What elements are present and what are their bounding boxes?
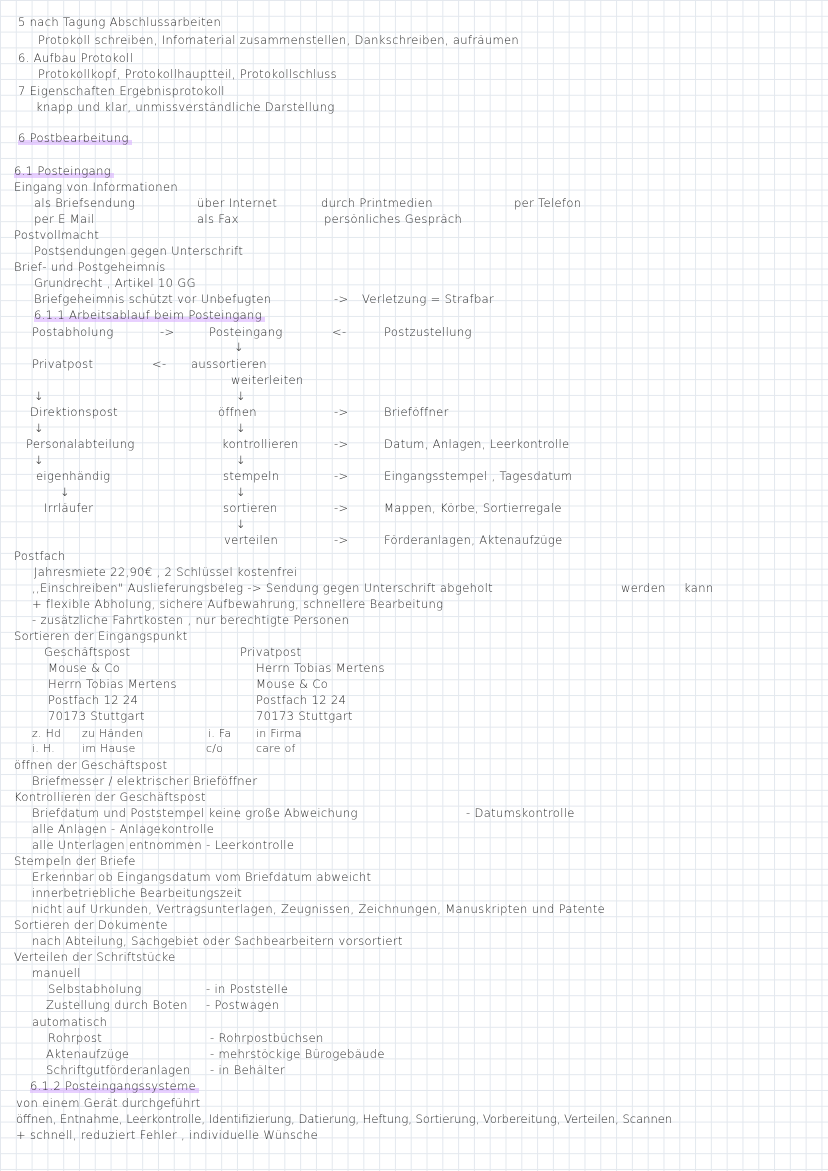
flow-node: Postabholung <box>32 325 114 339</box>
note-line: automatisch <box>32 1015 108 1029</box>
note-line: als Briefsendung <box>34 196 136 210</box>
heading-text: 6.1 Posteingang <box>14 164 114 178</box>
note-line: knapp und klar, unmissverständliche Darstellung <box>36 100 335 114</box>
flow-node: Eingangsstempel , Tagesdatum <box>384 469 573 483</box>
note-line: Brief- und Postgeheimnis <box>14 260 166 274</box>
note-line: 7 Eigenschaften Ergebnisprotokoll <box>18 84 225 98</box>
abbreviation: z. Hd <box>32 727 62 740</box>
note-line: per E Mail <box>34 212 95 226</box>
note-line: Grundrecht , Artikel 10 GG <box>34 276 196 290</box>
down-arrow: ↓ <box>236 485 246 499</box>
note-line: als Fax <box>197 212 239 226</box>
down-arrow: ↓ <box>34 421 44 435</box>
note-line: Sortieren der Dokumente <box>14 918 168 932</box>
down-arrow: ↓ <box>236 421 246 435</box>
note-line: über Internet <box>197 196 278 210</box>
arrow: <- <box>332 325 347 339</box>
note-line: Zustellung durch Boten <box>46 998 188 1012</box>
note-line: Verletzung = Strafbar <box>362 292 495 306</box>
subsection-heading <box>14 164 114 178</box>
flow-node: aussortieren <box>191 357 267 371</box>
note-line: Schriftgutförderanlagen <box>46 1063 191 1077</box>
flow-node: Mappen, Körbe, Sortierregale <box>384 501 562 515</box>
note-line: + schnell, reduziert Fehler , individuelle Wünsche <box>16 1128 319 1142</box>
down-arrow: ↓ <box>236 517 246 531</box>
note-line: manuell <box>32 966 81 980</box>
note-line: - Postwagen <box>206 998 280 1012</box>
note-line: Jahresmiete 22,90€ , 2 Schlüssel kostenfrei <box>34 565 298 579</box>
address-line: Mouse & Co <box>256 677 329 691</box>
note-line: Geschäftspost <box>44 645 131 659</box>
address-line: Postfach 12 24 <box>256 693 347 707</box>
flow-node: weiterleiten <box>231 373 304 387</box>
note-line: Stempeln der Briefe <box>14 854 136 868</box>
abbreviation: c/o <box>206 742 224 755</box>
subsection-heading <box>30 1079 199 1093</box>
flow-node: verteilen <box>224 533 279 547</box>
abbreviation-meaning: in Firma <box>256 727 302 740</box>
note-line: persönliches Gespräch <box>324 212 463 226</box>
note-line: nach Abteilung, Sachgebiet oder Sachbearbeitern vorsortiert <box>32 934 403 948</box>
note-line: Postvollmacht <box>14 228 100 242</box>
flow-node: stempeln <box>223 469 280 483</box>
down-arrow: ↓ <box>234 340 244 354</box>
flow-node: Direktionspost <box>30 405 119 419</box>
note-line: kann <box>684 581 714 595</box>
note-line: Verteilen der Schriftstücke <box>14 950 176 964</box>
note-line: per Telefon <box>514 196 582 210</box>
arrow: -> <box>334 469 349 483</box>
arrow: -> <box>334 292 349 306</box>
note-line: Privatpost <box>240 645 302 659</box>
note-line: Selbstabholung <box>48 982 142 996</box>
note-line: werden <box>621 581 666 595</box>
address-line: Herrn Tobias Mertens <box>48 677 177 691</box>
address-line: 70173 Stuttgart <box>48 709 145 723</box>
flow-node: Privatpost <box>32 357 94 371</box>
note-line: - Datumskontrolle <box>466 806 575 820</box>
note-line: öffnen der Geschäftspost <box>14 758 168 772</box>
note-line: Erkennbar ob Eingangsdatum vom Briefdatum abweicht <box>32 870 372 884</box>
arrow: -> <box>334 437 349 451</box>
flow-node: kontrollieren <box>222 437 299 451</box>
note-line: 5 nach Tagung Abschlussarbeiten <box>18 15 222 29</box>
flow-node: Datum, Anlagen, Leerkontrolle <box>384 437 570 451</box>
abbreviation: i. H. <box>32 742 55 755</box>
abbreviation: i. Fa <box>208 727 232 740</box>
note-line: - mehrstöckige Bürogebäude <box>210 1047 385 1061</box>
note-line: Sortieren der Eingangspunkt <box>14 629 188 643</box>
section-heading <box>18 131 132 145</box>
arrow: -> <box>160 325 175 339</box>
abbreviation-meaning: im Hause <box>82 742 136 755</box>
heading-text: 6.1.2 Posteingangssysteme <box>30 1079 199 1093</box>
flow-node: Postzustellung <box>384 325 472 339</box>
note-line: Rohrpost <box>48 1031 103 1045</box>
note-line: - in Poststelle <box>206 982 289 996</box>
flow-node: öffnen <box>218 405 257 419</box>
note-line: Briefdatum und Poststempel keine große Abweichung <box>32 806 358 820</box>
flow-node: Posteingang <box>209 325 283 339</box>
flow-node: eigenhändig <box>36 469 111 483</box>
note-line: innerbetriebliche Bearbeitungszeit <box>32 886 243 900</box>
down-arrow: ↓ <box>60 485 70 499</box>
note-line: 6. Aufbau Protokoll <box>18 51 134 65</box>
address-line: Mouse & Co <box>48 661 121 675</box>
flow-node: sortieren <box>223 501 278 515</box>
heading-text: 6.1.1 Arbeitsablauf beim Posteingang <box>34 308 265 322</box>
down-arrow: ↓ <box>236 389 246 403</box>
note-line: Briefgeheimnis schützt vor Unbefugten <box>34 292 272 306</box>
flow-node: Brieföffner <box>384 405 449 419</box>
arrow: <- <box>152 357 167 371</box>
arrow: -> <box>334 405 349 419</box>
note-line: alle Unterlagen entnommen - Leerkontrolle <box>32 838 295 852</box>
flow-node: Förderanlagen, Aktenaufzüge <box>384 533 563 547</box>
arrow: -> <box>334 501 349 515</box>
note-line: Protokoll schreiben, Infomaterial zusammenstellen, Dankschreiben, aufräumen <box>38 33 520 47</box>
note-line: alle Anlagen - Anlagekontrolle <box>32 822 215 836</box>
address-line: 70173 Stuttgart <box>256 709 353 723</box>
flow-node: Irrläufer <box>44 501 94 515</box>
subsection-heading <box>34 308 265 322</box>
note-line: nicht auf Urkunden, Vertragsunterlagen, Zeugnissen, Zeichnungen, Manuskripten und Patente <box>32 902 606 916</box>
note-line: - zusätzliche Fahrtkosten , nur berechtigte Personen <box>32 613 350 627</box>
note-line: - Rohrpostbüchsen <box>210 1031 324 1045</box>
arrow: -> <box>334 533 349 547</box>
note-line: Eingang von Informationen <box>14 180 179 194</box>
address-line: Herrn Tobias Mertens <box>256 661 385 675</box>
down-arrow: ↓ <box>236 453 246 467</box>
heading-text: 6 Postbearbeitung <box>18 131 132 145</box>
note-line: Protokollkopf, Protokollhauptteil, Protokollschluss <box>38 67 337 81</box>
note-line: Postfach <box>14 549 66 563</box>
down-arrow: ↓ <box>34 389 44 403</box>
note-line: Briefmesser / elektrischer Brieföffner <box>32 774 258 788</box>
note-line: durch Printmedien <box>321 196 433 210</box>
flow-node: Personalabteilung <box>26 437 135 451</box>
note-line: ,,Einschreiben" Auslieferungsbeleg -> Sendung gegen Unterschrift abgeholt <box>32 581 494 595</box>
note-line: - in Behälter <box>210 1063 285 1077</box>
note-line: Aktenaufzüge <box>46 1047 130 1061</box>
address-line: Postfach 12 24 <box>48 693 139 707</box>
abbreviation-meaning: zu Händen <box>82 727 144 740</box>
note-line: öffnen, Entnahme, Leerkontrolle, Identifizierung, Datierung, Heftung, Sortierung, Vorbereitung, Verteilen, Scannen <box>16 1112 673 1126</box>
note-line: von einem Gerät durchgeführt <box>16 1096 201 1110</box>
abbreviation-meaning: care of <box>256 742 296 755</box>
note-line: + flexible Abholung, sichere Aufbewahrung, schnellere Bearbeitung <box>32 597 444 611</box>
down-arrow: ↓ <box>34 453 44 467</box>
note-line: Kontrollieren der Geschäftspost <box>14 790 206 804</box>
note-line: Postsendungen gegen Unterschrift <box>34 244 244 258</box>
